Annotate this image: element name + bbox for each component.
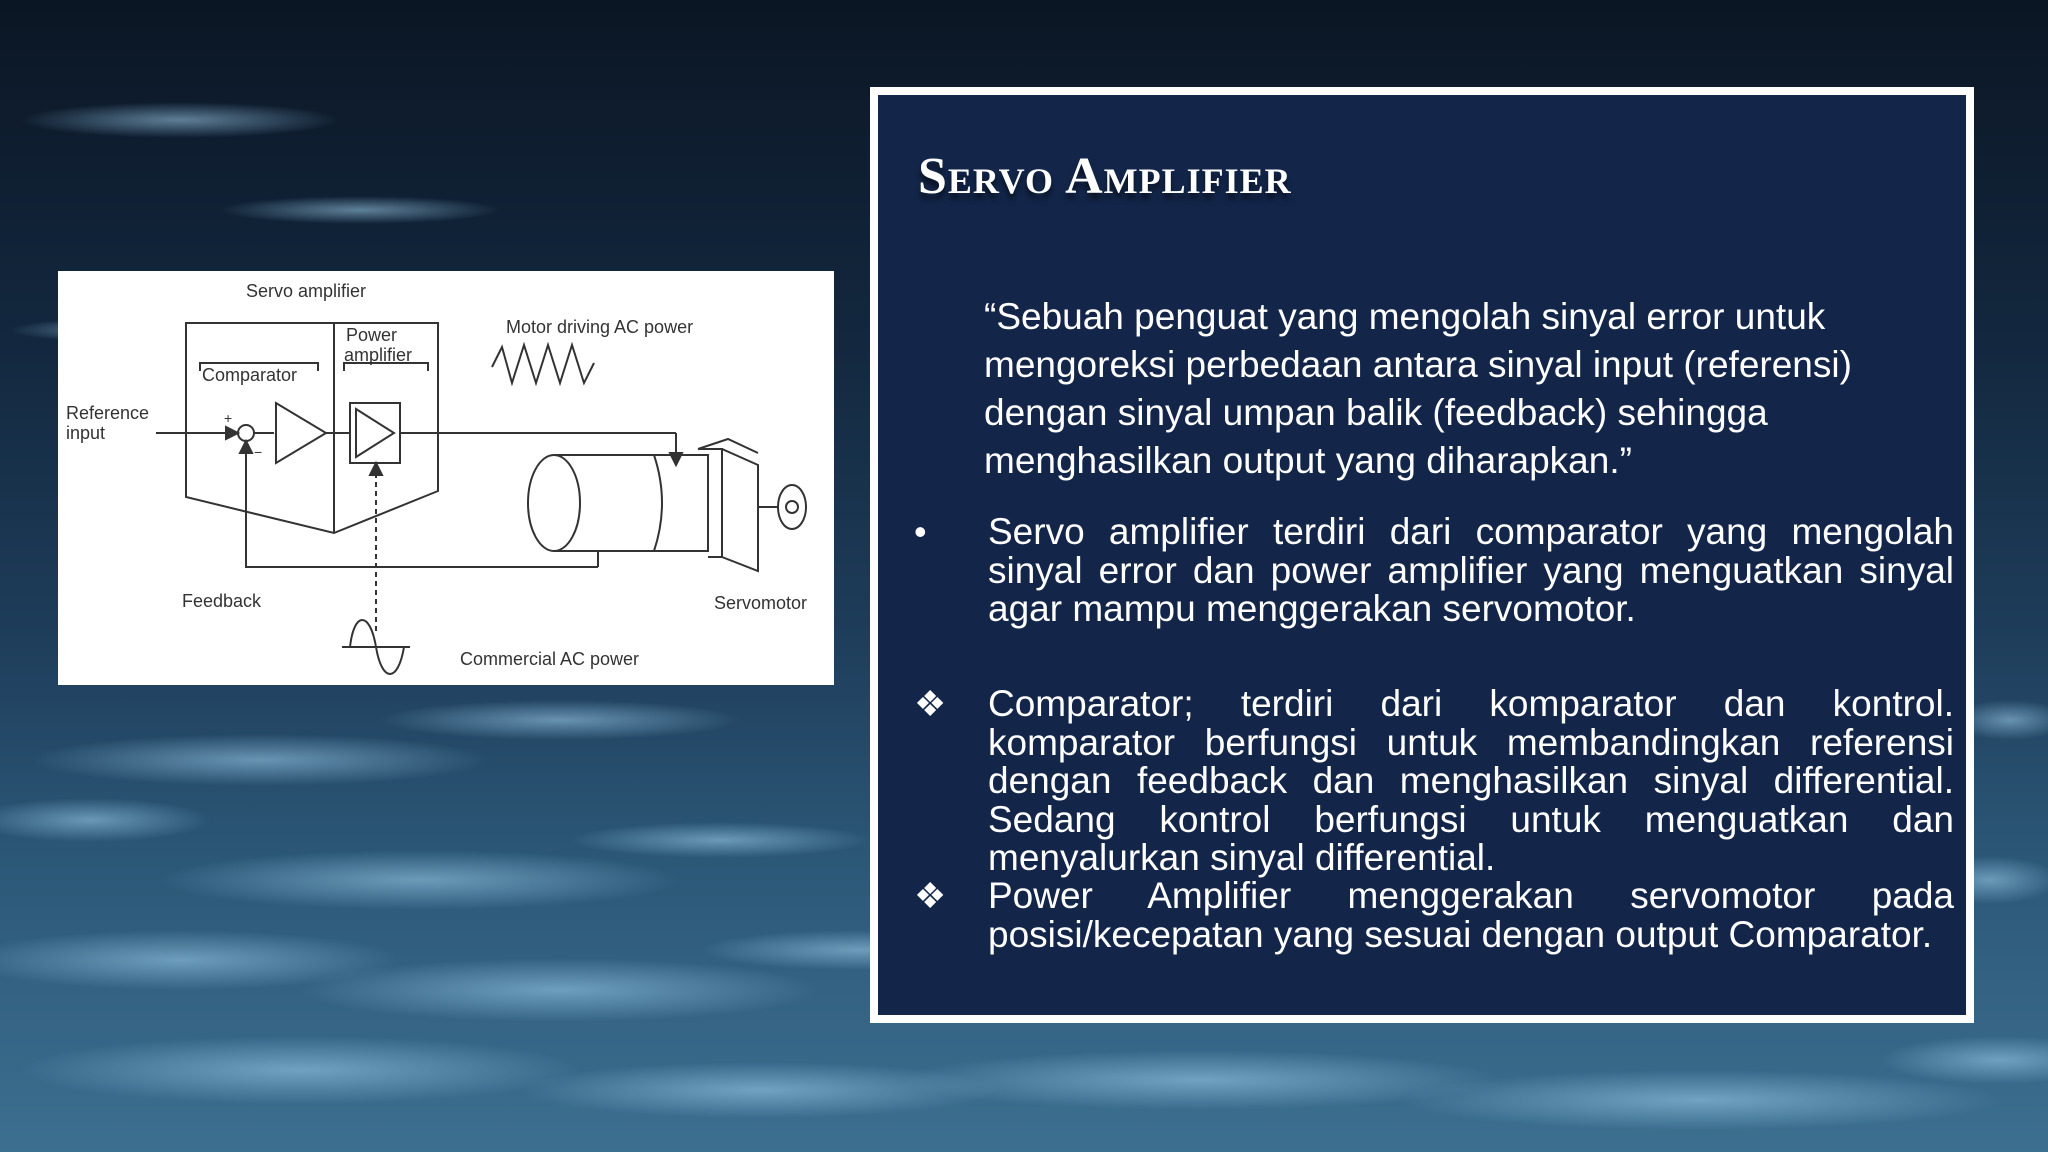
diamond-bullet-icon: ❖ xyxy=(914,875,947,916)
bullet-dot-icon: • xyxy=(914,511,927,552)
comparator-symbol xyxy=(276,403,326,463)
bullet-item xyxy=(914,877,1954,954)
label-reference: Reference xyxy=(66,403,150,423)
bullet-item xyxy=(914,685,1954,878)
servo-diagram-panel xyxy=(58,271,834,685)
label-input: input xyxy=(66,423,106,443)
bullet-text: Power Amplifier menggerakan servomotor pada posisi/kecepatan yang sesuai dengan output Comparator. xyxy=(988,875,1954,955)
label-comparator: Comparator xyxy=(202,365,298,385)
bullet-text: Servo amplifier terdiri dari comparator yang mengolah sinyal error dan power amplifier yang menguatkan sinyal agar mampu menggerakan servomotor. xyxy=(988,511,1954,629)
bullet-item xyxy=(914,513,1954,629)
label-power: Power xyxy=(346,325,398,345)
servomotor-body-end xyxy=(528,455,580,551)
bullet-text: Comparator; terdiri dari komparator dan kontrol. komparator berfungsi untuk membandingkan referensi dengan feedback dan menghasilkan sinyal differential. Sedang kontrol berfungsi untuk menguatkan dan menyalurkan sinyal differential. xyxy=(988,683,1954,878)
label-servomotor: Servomotor xyxy=(714,593,808,613)
definition-quote: “Sebuah penguat yang mengolah sinyal error untuk mengoreksi perbedaan antara sinyal input (referensi) dengan sinyal umpan balik (feedback) sehingga menghasilkan output yang diharapkan.” xyxy=(984,296,1852,481)
servo-amplifier-diagram xyxy=(58,271,834,685)
diamond-bullet-icon: ❖ xyxy=(914,683,947,724)
label-servo-amplifier: Servo amplifier xyxy=(246,281,367,301)
slide-title: Servo Amplifier xyxy=(918,148,1292,205)
ac-power-wave xyxy=(492,345,594,383)
label-feedback: Feedback xyxy=(182,591,262,611)
label-amplifier: amplifier xyxy=(344,345,413,365)
summing-junction xyxy=(238,425,254,441)
content-panel xyxy=(870,87,1974,1023)
label-commercial-ac-power: Commercial AC power xyxy=(460,649,640,669)
label-motor-driving-ac-power: Motor driving AC power xyxy=(506,317,694,337)
servomotor-shaft xyxy=(778,485,806,529)
servomotor-body xyxy=(554,455,708,551)
label-minus: − xyxy=(254,444,263,460)
label-plus: + xyxy=(224,410,233,426)
